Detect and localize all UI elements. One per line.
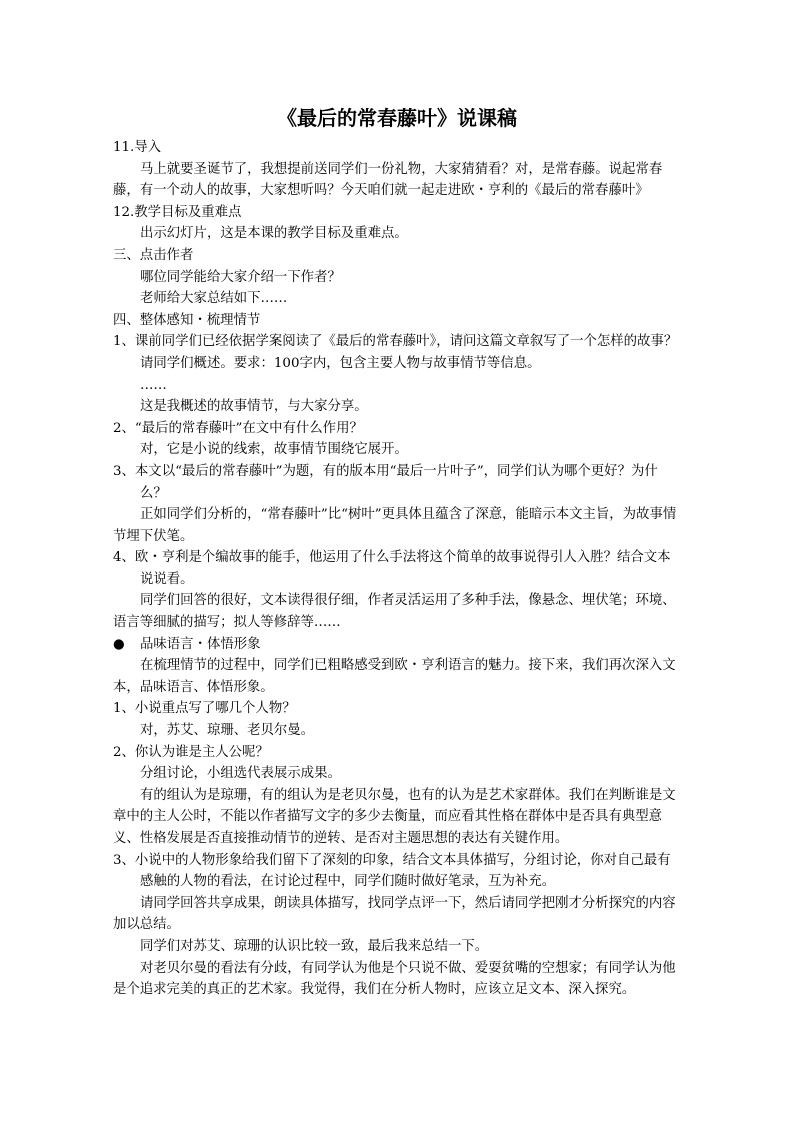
section-heading: 11.导入 [113, 140, 162, 155]
paragraph: 出示幻灯片，这是本课的教学目标及重难点。 [140, 226, 408, 242]
paragraph: 对老贝尔曼的看法有分歧，有同学认为他是个只说不做、爱耍贫嘴的空想家；有同学认为他是个追求完美的真正的艺术家。我觉得，我们在分析人物时，应该立足文本、深入探究。 [113, 960, 676, 998]
paragraph: 3、小说中的人物形象给我们留下了深刻的印象，结合文本具体描写，分组讨论，你对自己最有感触的人物的看法，在讨论过程中，同学们随时做好笔录，互为补充。 [113, 852, 671, 890]
paragraph: 同学们对苏艾、琼珊的认识比较一致，最后我来总结一下。 [140, 938, 489, 954]
section-heading: 三、点击作者 [113, 247, 194, 263]
paragraph: 分组讨论，小组选代表展示成果。 [140, 766, 341, 782]
paragraph: 有的组认为是琼珊，有的组认为是老贝尔曼，也有的认为是艺术家群体。我们在判断谁是文章中的主人公时，不能以作者描写文字的多少去衡量，而应看其性格在群体中是否具有典型意义、性格发展是否直接推动情节的逆转、是否对主题思想的表达有关键作用。 [113, 787, 676, 846]
paragraph: 哪位同学能给大家介绍一下作者？ [140, 269, 341, 285]
paragraph: 对，苏艾、琼珊、老贝尔曼。 [140, 723, 315, 739]
paragraph: 老师给大家总结如下…… [140, 291, 288, 307]
paragraph: 请同学们概述。要求：100字内，包含主要人物与故事情节等信息。 [140, 355, 541, 371]
document-body [113, 137, 683, 1001]
section-heading: 1、小说重点写了哪几个人物？ [113, 701, 296, 717]
bullet-text: 品味语言・体悟形象 [140, 636, 261, 652]
paragraph: 正如同学们分析的，“常春藤叶”比“树叶”更具体且蕴含了深意，能暗示本文主旨，为故事情节埋下伏笔。 [113, 507, 677, 544]
paragraph: 这是我概述的故事情节，与大家分享。 [140, 399, 368, 415]
bullet-heading [113, 634, 683, 656]
paragraph: 对，它是小说的线索，故事情节围绕它展开。 [140, 442, 408, 458]
paragraph: 同学们回答的很好，文本读得很仔细，作者灵活运用了多种手法，像悬念、埋伏笔；环境、语言等细腻的描写；拟人等修辞等…… [113, 593, 676, 631]
section-heading: 12.教学目标及重难点 [113, 204, 242, 220]
paragraph: …… [140, 377, 167, 393]
paragraph: 在梳理情节的过程中，同学们已粗略感受到欧・亨利语言的魅力。接下来，我们再次深入文本，品味语言、体悟形象。 [113, 658, 676, 695]
document-title: 《最后的常春藤叶》说课稿 [277, 106, 517, 130]
section-heading: 2、“最后的常春藤叶”在文中有什么作用？ [113, 420, 363, 436]
paragraph: 1、课前同学们已经依据学案阅读了《最后的常春藤叶》，请问这篇文章叙写了一个怎样的故事？ [113, 334, 678, 350]
bullet-dot-icon: ● [113, 636, 125, 652]
paragraph: 3、本文以“最后的常春藤叶”为题，有的版本用“最后一片叶子”，同学们认为哪个更好？为什么？ [113, 463, 658, 501]
section-heading: 2、你认为谁是主人公呢？ [113, 744, 269, 760]
paragraph: 请同学回答共享成果，朗读具体描写，找同学点评一下，然后请同学把刚才分析探究的内容加以总结。 [113, 895, 676, 933]
paragraph: 马上就要圣诞节了，我想提前送同学们一份礼物，大家猜猜看？对，是常春藤。说起常春藤，有一个动人的故事，大家想听吗？今天咱们就一起走进欧・亨利的《最后的常春藤叶》 [113, 161, 663, 199]
section-heading: 四、整体感知・梳理情节 [113, 312, 261, 328]
paragraph: 4、欧・亨利是个编故事的能手，他运用了什么手法将这个简单的故事说得引人入胜？结合文本说说看。 [113, 550, 671, 587]
